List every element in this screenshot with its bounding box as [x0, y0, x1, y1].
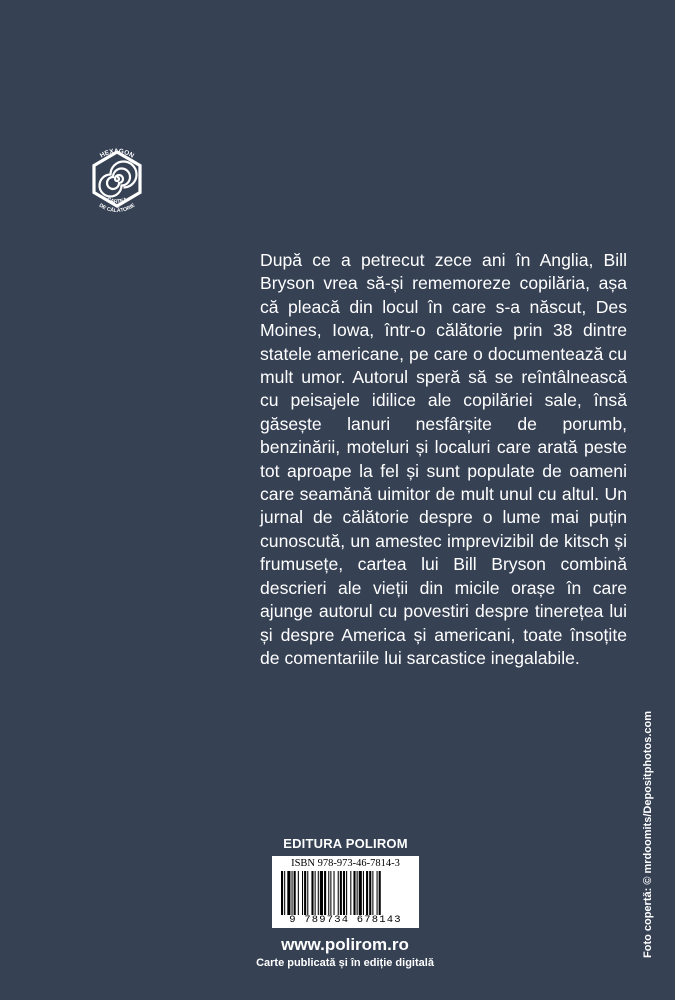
logo-bottom-line2: DE CĂLĂTORIE: [97, 202, 137, 215]
logo-top-text: HEXAGON: [98, 147, 136, 160]
logo-bottom-line1: CARTEA: [105, 196, 129, 206]
publisher-name: EDITURA POLIROM: [283, 836, 408, 851]
svg-text:HEXAGON: [99, 148, 135, 160]
barcode-icon: [277, 871, 414, 915]
barcode-digits: 9 789734 678143: [289, 914, 402, 926]
isbn-barcode: [272, 856, 419, 928]
hexagon-spiral-icon: [76, 138, 158, 220]
publisher-website: www.polirom.ro: [281, 935, 409, 954]
digital-edition-note: Carte publicată și în ediție digitală: [256, 957, 434, 969]
hexagon-logo: [76, 138, 158, 220]
photo-credit: Foto copertă: © mrdoomits/Depositphotos.com: [642, 710, 654, 958]
isbn-number: ISBN 978-973-46-7814-3: [291, 858, 400, 869]
book-blurb: După ce a petrecut zece ani în Anglia, Bill Bryson vrea să-și rememoreze copilăria, așa că pleacă din locul în care s-a născut, Des Moines, Iowa, într-o călătorie prin 38 dintre statele americane, pe care o documentează cu mult umor. Autorul speră să se reîntâlnească cu peisajele idilice ale copilăriei sale, însă găsește lanuri nesfârșite de porumb, benzinării, moteluri și localuri care arată peste tot aproape la fel și sunt populate de oameni care seamănă uimitor de mult unul cu altul. Un jurnal de călătorie despre o lume mai puțin cunoscută, un amestec imprevizibil de kitsch și frumusețe, cartea lui Bill Bryson combină descrieri ale vieții din micile orașe în care ajunge autorul cu povestiri despre tinerețea lui și despre America și americani, toate însoțite de comentariile lui sarcastice inegalabile.: [260, 250, 627, 668]
svg-text:CARTEA: [106, 197, 129, 205]
